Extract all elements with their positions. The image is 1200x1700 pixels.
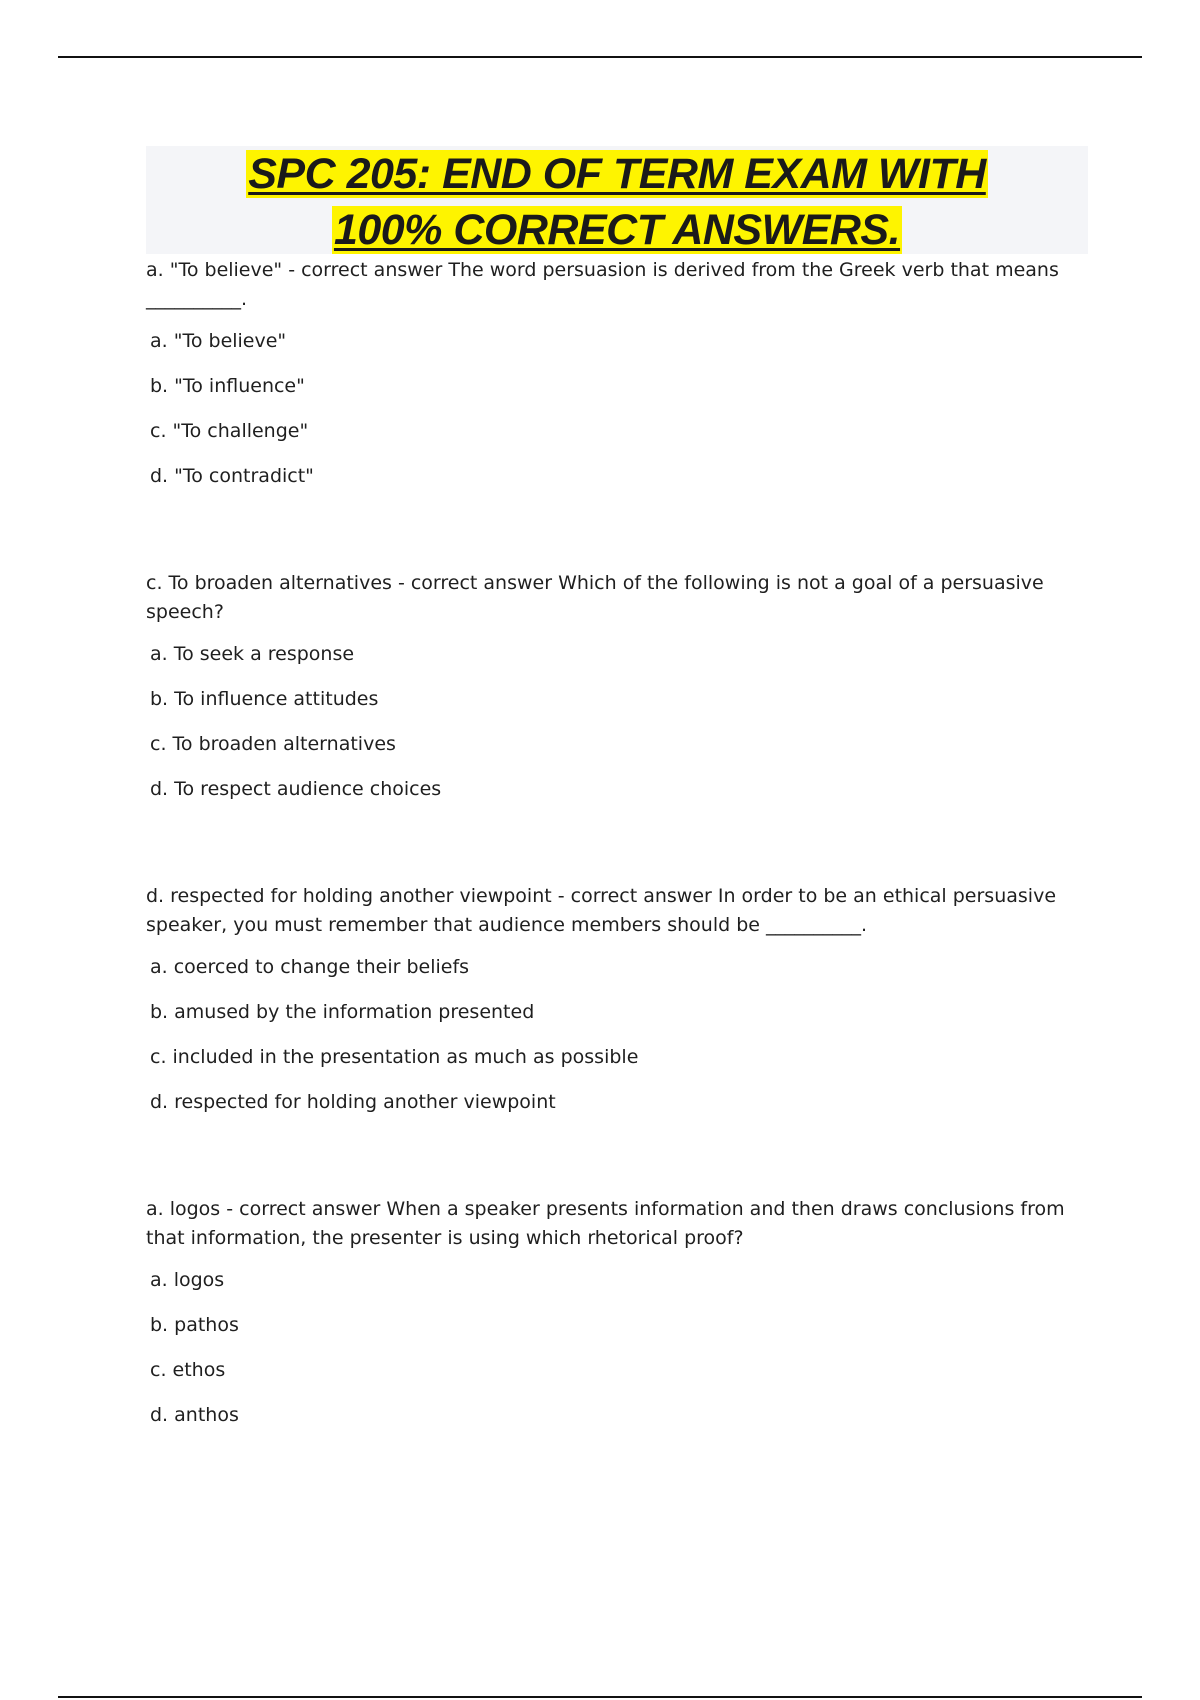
question-text: d. respected for holding another viewpoint - correct answer In order to be an ethical persuasive speaker, you must remember that audience members should be __________. <box>146 885 1057 936</box>
answer-options <box>146 953 1096 1133</box>
answer-option: b. To influence attitudes <box>150 688 379 710</box>
answer-option: c. ethos <box>150 1359 226 1381</box>
question-text: a. "To believe" - correct answer The word persuasion is derived from the Greek verb that means __________. <box>146 256 1096 314</box>
answer-option: b. amused by the information presented <box>150 1001 535 1023</box>
question-block-4 <box>146 1195 1096 1446</box>
answer-option: a. "To believe" <box>150 330 287 352</box>
question-block-1 <box>146 256 1096 507</box>
page-bottom-rule <box>58 1696 1142 1698</box>
question-blank: __________. <box>146 288 248 310</box>
answer-option: a. logos <box>150 1269 225 1291</box>
title-line-1: SPC 205: END OF TERM EXAM WITH <box>248 150 986 198</box>
page-top-rule <box>58 56 1142 58</box>
answer-option: a. To seek a response <box>150 643 355 665</box>
question-text: a. logos - correct answer When a speaker presents information and then draws conclusions from that information, the presenter is using which rhetorical proof? <box>146 1198 1065 1249</box>
answer-options <box>146 1266 1096 1446</box>
answer-option: d. To respect audience choices <box>150 778 442 800</box>
question-text: c. To broaden alternatives - correct answer Which of the following is not a goal of a persuasive speech? <box>146 572 1044 623</box>
answer-options <box>146 327 1096 507</box>
answer-option: b. pathos <box>150 1314 239 1336</box>
answer-option: d. respected for holding another viewpoint <box>150 1091 556 1113</box>
title-line-2: 100% CORRECT ANSWERS. <box>333 206 901 254</box>
question-block-3 <box>146 882 1096 1133</box>
answer-option: b. "To influence" <box>150 375 305 397</box>
answer-option: a. coerced to change their beliefs <box>150 956 470 978</box>
answer-option: c. To broaden alternatives <box>150 733 396 755</box>
question-block-2 <box>146 569 1096 820</box>
answer-option: c. included in the presentation as much as possible <box>150 1046 639 1068</box>
answer-option: d. "To contradict" <box>150 465 314 487</box>
exam-content <box>146 256 1096 1508</box>
answer-option: c. "To challenge" <box>150 420 309 442</box>
page-title <box>146 146 1088 254</box>
answer-option: d. anthos <box>150 1404 239 1426</box>
answer-options <box>146 640 1096 820</box>
